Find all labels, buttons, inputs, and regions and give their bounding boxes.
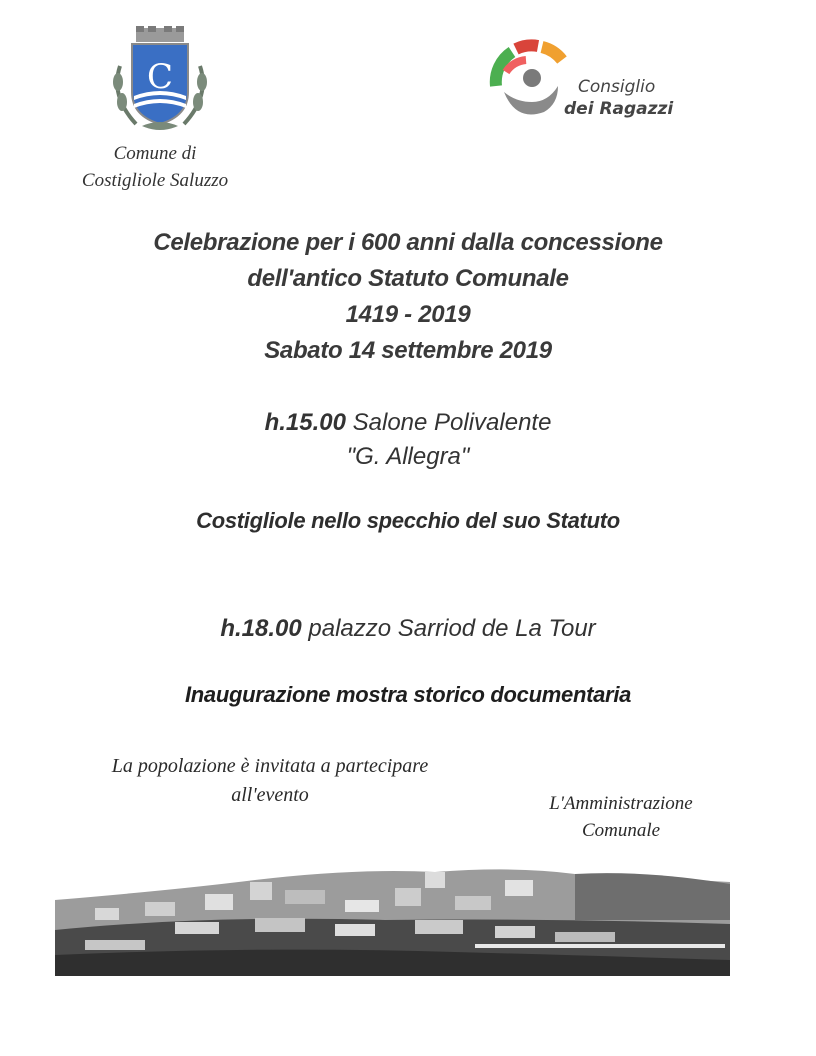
event1-place2: "G. Allegra" xyxy=(346,443,470,470)
event2-time: h.18.00 xyxy=(220,615,302,642)
administration-signature xyxy=(514,790,728,844)
municipal-crest-icon xyxy=(106,26,214,136)
event2-place: palazzo Sarriod de La Tour xyxy=(308,615,596,642)
title-line2: dell'antico Statuto Comunale xyxy=(247,265,569,292)
title-date: Sabato 14 settembre 2019 xyxy=(264,337,552,364)
council-name xyxy=(560,76,710,120)
event1-line1 xyxy=(60,406,756,440)
event2-line1 xyxy=(60,612,756,646)
event1-subtitle: Costigliole nello specchio del suo Statuto xyxy=(196,508,620,533)
admin-line2: Comunale xyxy=(581,820,661,841)
municipality-name xyxy=(40,140,270,194)
invitation-text xyxy=(50,752,490,810)
event2-subtitle: Inaugurazione mostra storico documentaria xyxy=(184,682,632,707)
svg-text:C: C xyxy=(146,57,174,97)
invite-line1: La popolazione è invitata a partecipare xyxy=(111,755,429,777)
municipality-line2: Costigliole Saluzzo xyxy=(81,170,229,191)
municipality-line1: Comune di xyxy=(113,143,197,164)
invite-line2: all'evento xyxy=(231,784,309,806)
title-years: 1419 - 2019 xyxy=(345,301,471,328)
council-line2: dei Ragazzi xyxy=(564,99,674,119)
event1-place: Salone Polivalente xyxy=(352,409,552,436)
event2-info xyxy=(60,612,756,646)
event1-time: h.15.00 xyxy=(264,409,346,436)
admin-line1: L'Amministrazione xyxy=(549,793,693,814)
village-photo xyxy=(55,860,730,976)
council-line1: Consiglio xyxy=(578,77,656,97)
title-line1: Celebrazione per i 600 anni dalla concessione xyxy=(153,229,663,256)
event-title xyxy=(60,225,756,369)
event1-info xyxy=(60,406,756,474)
